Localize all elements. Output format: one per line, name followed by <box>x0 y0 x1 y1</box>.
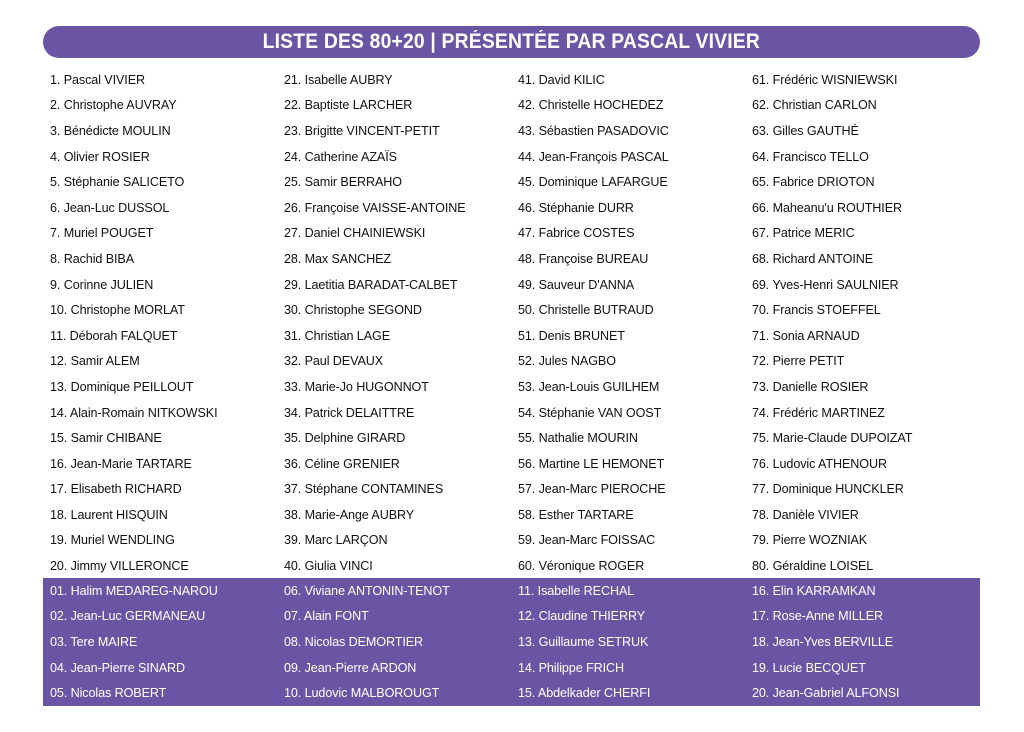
candidate-entry: 14. Philippe FRICH <box>518 660 624 675</box>
candidate-entry: 79. Pierre WOZNIAK <box>752 533 868 548</box>
candidate-entry: 30. Christophe SEGOND <box>284 303 422 318</box>
candidate-entry: 45. Dominique LAFARGUE <box>518 175 668 190</box>
alternate-candidate-list <box>43 578 980 706</box>
candidate-entry: 52. Jules NAGBO <box>518 354 616 369</box>
candidate-entry: 13. Guillaume SETRUK <box>518 634 649 649</box>
candidate-entry: 80. Géraldine LOISEL <box>752 559 874 574</box>
candidate-entry: 24. Catherine AZAÏS <box>284 149 397 164</box>
candidate-entry: 44. Jean-François PASCAL <box>518 149 669 164</box>
candidate-entry: 41. David KILIC <box>518 72 605 87</box>
candidate-entry: 22. Baptiste LARCHER <box>284 98 413 113</box>
candidate-entry: 36. Céline GRENIER <box>284 456 400 471</box>
candidate-entry: 58. Esther TARTARE <box>518 507 634 522</box>
candidate-entry: 02. Jean-Luc GERMANEAU <box>50 609 206 624</box>
candidate-entry: 18. Laurent HISQUIN <box>50 507 168 522</box>
candidate-entry: 47. Fabrice COSTES <box>518 226 635 241</box>
candidate-entry: 19. Lucie BECQUET <box>752 660 866 675</box>
candidate-entry: 70. Francis STOEFFEL <box>752 303 881 318</box>
candidate-entry: 10. Ludovic MALBOROUGT <box>284 686 440 701</box>
candidate-entry: 38. Marie-Ange AUBRY <box>284 507 415 522</box>
candidate-entry: 2. Christophe AUVRAY <box>50 98 177 113</box>
candidate-entry: 71. Sonia ARNAUD <box>752 328 860 343</box>
candidate-entry: 63. Gilles GAUTHÉ <box>752 123 859 138</box>
candidate-entry: 04. Jean-Pierre SINARD <box>50 660 185 675</box>
candidate-entry: 76. Ludovic ATHENOUR <box>752 456 887 471</box>
candidate-entry: 6. Jean-Luc DUSSOL <box>50 200 170 215</box>
candidate-entry: 60. Véronique ROGER <box>518 559 645 574</box>
candidate-entry: 39. Marc LARÇON <box>284 533 388 548</box>
candidate-entry: 05. Nicolas ROBERT <box>50 686 167 701</box>
candidate-entry: 19. Muriel WENDLING <box>50 533 175 548</box>
candidate-entry: 27. Daniel CHAINIEWSKI <box>284 226 426 241</box>
candidate-entry: 50. Christelle BUTRAUD <box>518 303 654 318</box>
candidate-entry: 5. Stéphanie SALICETO <box>50 175 185 190</box>
candidate-entry: 4. Olivier ROSIER <box>50 149 150 164</box>
candidate-entry: 61. Frédéric WISNIEWSKI <box>752 72 898 87</box>
candidate-entry: 53. Jean-Louis GUILHEM <box>518 379 660 394</box>
candidate-entry: 12. Claudine THIERRY <box>518 609 646 624</box>
candidate-entry: 16. Elin KARRAMKAN <box>752 583 876 598</box>
main-candidate-list <box>43 67 980 579</box>
candidate-entry: 69. Yves-Henri SAULNIER <box>752 277 899 292</box>
candidate-entry: 10. Christophe MORLAT <box>50 303 185 318</box>
candidate-entry: 12. Samir ALEM <box>50 354 140 369</box>
candidate-entry: 7. Muriel POUGET <box>50 226 154 241</box>
candidate-entry: 3. Bénédicte MOULIN <box>50 123 171 138</box>
candidate-entry: 42. Christelle HOCHEDEZ <box>518 98 664 113</box>
candidate-entry: 55. Nathalie MOURIN <box>518 431 638 446</box>
candidate-entry: 34. Patrick DELAITTRE <box>284 405 415 420</box>
candidate-entry: 11. Isabelle RECHAL <box>518 583 635 598</box>
candidate-entry: 1. Pascal VIVIER <box>50 72 145 87</box>
candidate-entry: 62. Christian CARLON <box>752 98 877 113</box>
candidate-entry: 48. Françoise BUREAU <box>518 251 649 266</box>
candidate-entry: 17. Rose-Anne MILLER <box>752 609 884 624</box>
candidate-entry: 67. Patrice MERIC <box>752 226 855 241</box>
candidate-entry: 64. Francisco TELLO <box>752 149 869 164</box>
candidate-entry: 57. Jean-Marc PIEROCHE <box>518 482 666 497</box>
candidate-entry: 40. Giulia VINCI <box>284 559 373 574</box>
candidate-entry: 49. Sauveur D'ANNA <box>518 277 635 292</box>
candidate-entry: 74. Frédéric MARTINEZ <box>752 405 885 420</box>
candidate-entry: 8. Rachid BIBA <box>50 251 135 266</box>
candidate-entry: 68. Richard ANTOINE <box>752 251 874 266</box>
candidate-entry: 20. Jimmy VILLERONCE <box>50 559 189 574</box>
candidate-entry: 73. Danielle ROSIER <box>752 379 869 394</box>
title-banner <box>43 26 980 58</box>
candidate-entry: 09. Jean-Pierre ARDON <box>284 660 417 675</box>
candidate-entry: 15. Samir CHIBANE <box>50 431 162 446</box>
candidate-entry: 03. Tere MAIRE <box>50 634 138 649</box>
candidate-entry: 18. Jean-Yves BERVILLE <box>752 634 894 649</box>
candidate-entry: 78. Danièle VIVIER <box>752 507 859 522</box>
candidate-entry: 21. Isabelle AUBRY <box>284 72 393 87</box>
candidate-entry: 51. Denis BRUNET <box>518 328 625 343</box>
candidate-entry: 75. Marie-Claude DUPOIZAT <box>752 431 913 446</box>
candidate-entry: 37. Stéphane CONTAMINES <box>284 482 444 497</box>
candidate-entry: 59. Jean-Marc FOISSAC <box>518 533 656 548</box>
candidate-entry: 56. Martine LE HEMONET <box>518 456 665 471</box>
candidate-entry: 11. Déborah FALQUET <box>50 328 178 343</box>
candidate-entry: 14. Alain-Romain NITKOWSKI <box>50 405 218 420</box>
page-title: LISTE DES 80+20 | PRÉSENTÉE PAR PASCAL VIVIER <box>262 30 761 53</box>
candidate-entry: 9. Corinne JULIEN <box>50 277 154 292</box>
candidate-entry: 06. Viviane ANTONIN-TENOT <box>284 583 450 598</box>
candidate-entry: 15. Abdelkader CHERFI <box>518 686 651 701</box>
candidate-entry: 28. Max SANCHEZ <box>284 251 391 266</box>
candidate-entry: 66. Maheanu'u ROUTHIER <box>752 200 902 215</box>
candidate-entry: 16. Jean-Marie TARTARE <box>50 456 192 471</box>
candidate-entry: 29. Laetitia BARADAT-CALBET <box>284 277 458 292</box>
candidate-entry: 72. Pierre PETIT <box>752 354 845 369</box>
candidate-entry: 77. Dominique HUNCKLER <box>752 482 904 497</box>
candidate-entry: 32. Paul DEVAUX <box>284 354 384 369</box>
candidate-entry: 23. Brigitte VINCENT-PETIT <box>284 123 440 138</box>
candidate-entry: 25. Samir BERRAHO <box>284 175 402 190</box>
candidate-entry: 65. Fabrice DRIOTON <box>752 175 875 190</box>
candidate-entry: 54. Stéphanie VAN OOST <box>518 405 662 420</box>
candidate-entry: 13. Dominique PEILLOUT <box>50 379 194 394</box>
candidate-entry: 17. Elisabeth RICHARD <box>50 482 182 497</box>
candidate-entry: 26. Françoise VAISSE-ANTOINE <box>284 200 466 215</box>
candidate-entry: 07. Alain FONT <box>284 609 369 624</box>
candidate-entry: 43. Sébastien PASADOVIC <box>518 123 669 138</box>
candidate-entry: 31. Christian LAGE <box>284 328 390 343</box>
candidate-entry: 35. Delphine GIRARD <box>284 431 406 446</box>
candidate-entry: 46. Stéphanie DURR <box>518 200 634 215</box>
candidate-entry: 01. Halim MEDAREG-NAROU <box>50 583 218 598</box>
candidate-entry: 33. Marie-Jo HUGONNOT <box>284 379 429 394</box>
candidate-entry: 20. Jean-Gabriel ALFONSI <box>752 686 900 701</box>
candidate-entry: 08. Nicolas DEMORTIER <box>284 634 424 649</box>
